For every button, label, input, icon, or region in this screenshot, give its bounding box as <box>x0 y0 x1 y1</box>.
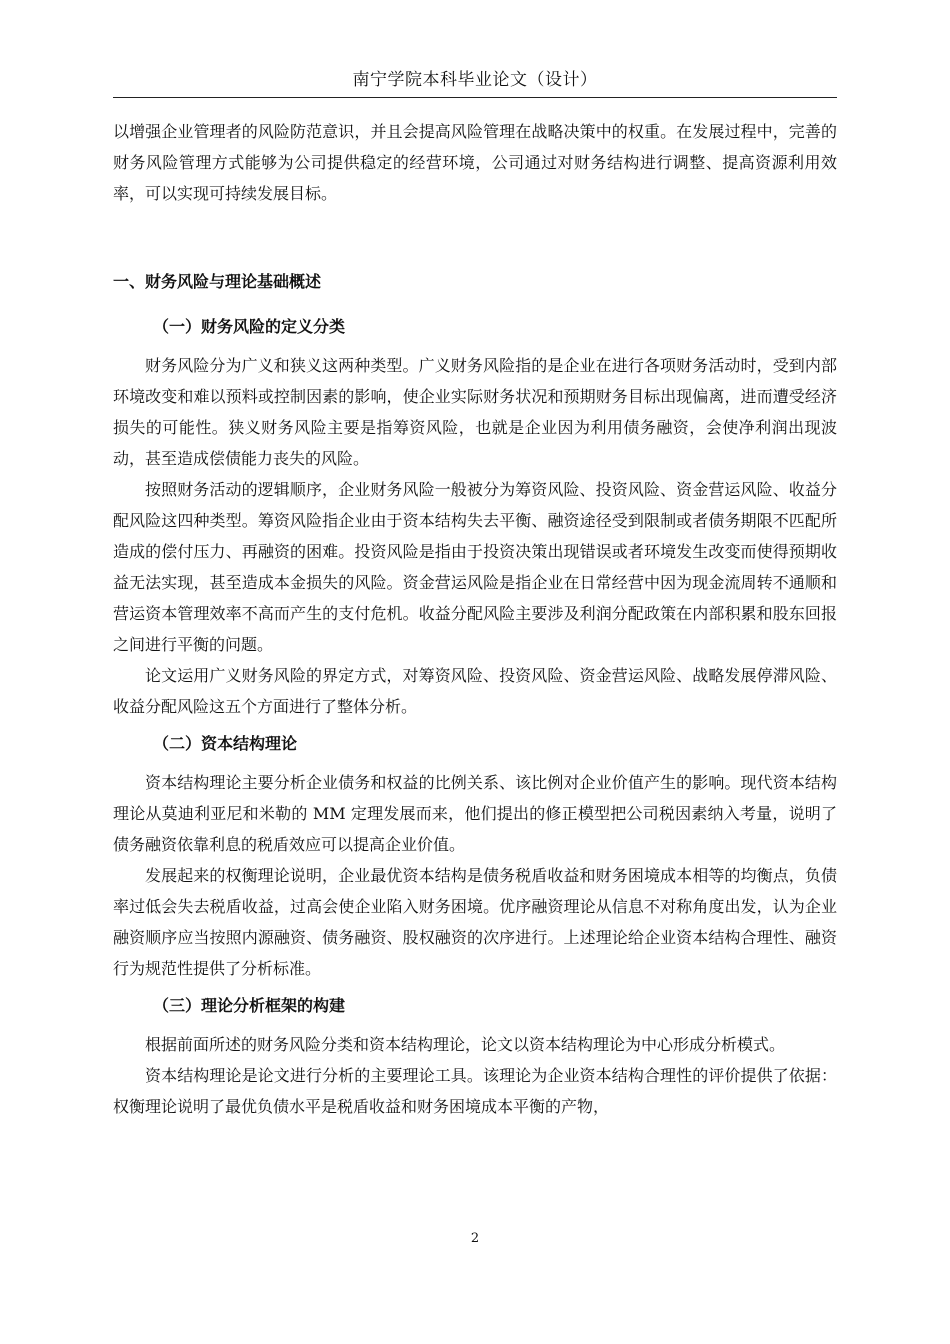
page-number: 2 <box>470 1231 480 1246</box>
paragraph-3: 论文运用广义财务风险的界定方式，对筹资风险、投资风险、资金营运风险、战略发展停滞风险、收益分配风险这五个方面进行了整体分析。 <box>113 666 837 716</box>
paragraph-6: 根据前面所述的财务风险分类和资本结构理论，论文以资本结构理论为中心形成分析模式。 <box>145 1035 786 1054</box>
subsection-heading-1: （一）财务风险的定义分类 <box>153 317 346 336</box>
section-heading-1: 一、财务风险与理论基础概述 <box>113 272 322 291</box>
paragraph-4: 资本结构理论主要分析企业债务和权益的比例关系、该比例对企业价值产生的影响。现代资本结构理论从莫迪利亚尼和米勒的 MM 定理发展而来，他们提出的修正模型把公司税因素纳入考量，说明了债务融资依靠利息的税盾效应可以提高企业价值。 <box>113 773 837 854</box>
page-body <box>113 116 837 1122</box>
section-spacer <box>113 209 837 266</box>
paragraph-intro: 以增强企业管理者的风险防范意识，并且会提高风险管理在战略决策中的权重。在发展过程中，完善的财务风险管理方式能够为公司提供稳定的经营环境，公司通过对财务结构进行调整、提高资源利用效率，可以实现可持续发展目标。 <box>113 122 837 203</box>
running-header: 南宁学院本科毕业论文（设计） <box>352 70 598 90</box>
paragraph-7: 资本结构理论是论文进行分析的主要理论工具。该理论为企业资本结构合理性的评价提供了依据：权衡理论说明了最优负债水平是税盾收益和财务困境成本平衡的产物， <box>113 1066 837 1116</box>
subsection-heading-2: （二）资本结构理论 <box>153 734 298 753</box>
paragraph-2: 按照财务活动的逻辑顺序，企业财务风险一般被分为筹资风险、投资风险、资金营运风险、收益分配风险这四种类型。筹资风险指企业由于资本结构失去平衡、融资途径受到限制或者债务期限不匹配所造成的偿付压力、再融资的困难。投资风险是指由于投资决策出现错误或者环境发生改变而使得预期收益无法实现，甚至造成本金损失的风险。资金营运风险是指企业在日常经营中因为现金流周转不通顺和营运资本管理效率不高而产生的支付危机。收益分配风险主要涉及利润分配政策在内部积累和股东回报之间进行平衡的问题。 <box>113 480 837 654</box>
paragraph-1: 财务风险分为广义和狭义这两种类型。广义财务风险指的是企业在进行各项财务活动时，受到内部环境改变和难以预料或控制因素的影响，使企业实际财务状况和预期财务目标出现偏离，进而遭受经济损失的可能性。狭义财务风险主要是指筹资风险，也就是企业因为利用债务融资，会使净利润出现波动，甚至造成偿债能力丧失的风险。 <box>113 356 837 468</box>
subsection-heading-3: （三）理论分析框架的构建 <box>153 996 346 1015</box>
paragraph-5: 发展起来的权衡理论说明，企业最优资本结构是债务税盾收益和财务困境成本相等的均衡点，负债率过低会失去税盾收益，过高会使企业陷入财务困境。优序融资理论从信息不对称角度出发，认为企业融资顺序应当按照内源融资、债务融资、股权融资的次序进行。上述理论给企业资本结构合理性、融资行为规范性提供了分析标准。 <box>113 866 837 978</box>
header-rule <box>113 97 837 98</box>
